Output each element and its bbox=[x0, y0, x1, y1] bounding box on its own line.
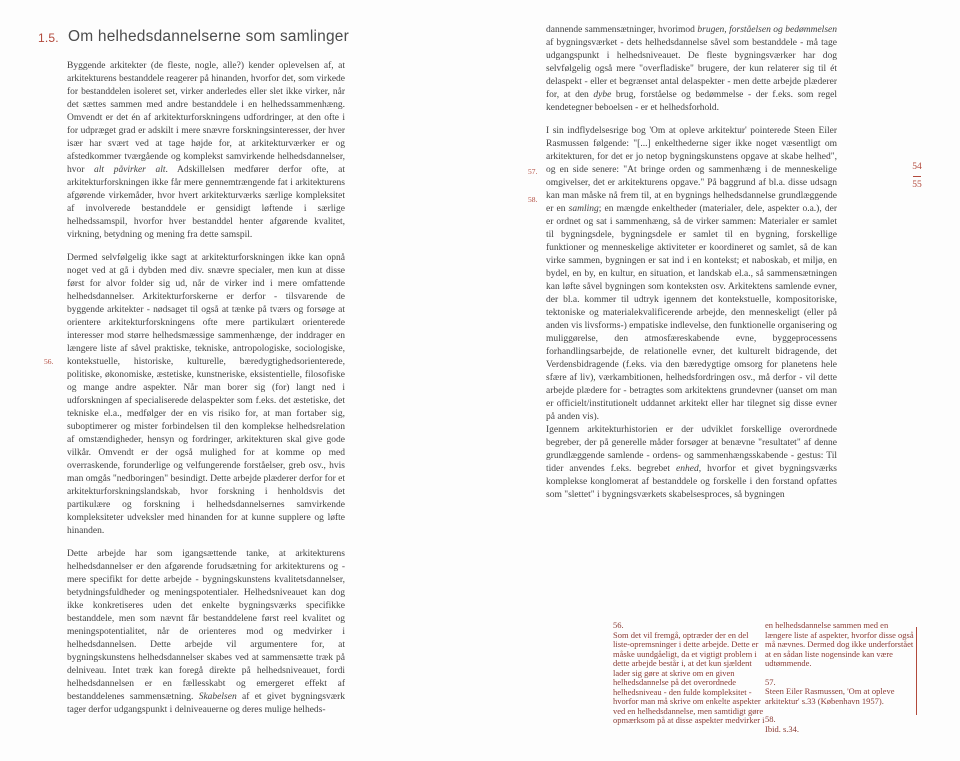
paragraph: dannende sammensætninger, hvorimod brugen, forståelsen og bedømmelsen af bygningsværket - dets helhedsdannelse såvel som bestanddele - må tage udgangspunkt i helhedsniveauet. De fleste bygningsværker har dog selvfølgelig også mere "overfladiske" brugere, der kun relaterer sig til ét delaspekt - eller et begrænset antal delaspekter - men dette arbejde plæderer for, at den dybe brug, forståelse og bedømmelse - der f.eks. som regel kendetegner beboelsen - er et helhedsforhold. bbox=[546, 25, 837, 113]
footnote-rule bbox=[916, 627, 917, 715]
footnote bbox=[765, 678, 917, 707]
footnotes-column-1 bbox=[613, 621, 765, 726]
margin-note-57: 57. bbox=[528, 167, 538, 176]
footnote-number: 56. bbox=[613, 620, 624, 630]
footnote-text: Ibid. s.34. bbox=[765, 723, 799, 734]
left-page-text-column bbox=[67, 60, 345, 717]
footnote bbox=[765, 621, 917, 669]
footnote bbox=[765, 715, 917, 734]
footnote-text: Som det vil fremgå, optræder der en del liste-opremsninger i dette arbejde. Dette er måske uundgåeligt, da et vigtigt problem i dette arbejde består i, at det kun sjældent lader sig gøre at skrive om en given helhedsdannelse på det overordnede helhedsniveau - den fulde kompleksitet - hvorfor man må skrive om enkelte aspekter ved en helhedsdannelse, men samtidigt gøre opmærksom på at disse aspekter medvirker i bbox=[613, 629, 765, 725]
right-page-text-column bbox=[546, 24, 837, 502]
margin-note-58: 58. bbox=[528, 195, 538, 204]
paragraph: Dette arbejde har som igangsættende tanke, at arkitekturens helhedsdannelser er den afgørende forudsætning for arkitekturens og - mere specifikt for dette arbejde - bygningskunstens kvalitetsdannelser, betydningsfuldheder og meningspotentialer. Helhedsniveauet kan dog ikke konkretiseres uden det enkelte bygningsværks specifikke bestanddele, men som nævnt får bestanddelene først reel kvalitet og meningspotentialitet, når de orienteres mod og medvirker i helhedsdannelsen. Dette arbejde vil argumentere for, at bygningskunstens helhedsdannelser skabes ved at sammensætte træk på delniveau. Intet træk kan foregå direkte på helhedsniveauet, fordi helhedsdannelsen er en fællesskabt og emergeret effekt af bestanddelenes sammensætning. Skabelsen af et givet bygningsværk tager derfor udgangspunkt i delniveauerne og deres mulige helheds- bbox=[67, 549, 345, 715]
margin-note-56: 56. bbox=[44, 357, 54, 366]
paragraph: I sin indflydelsesrige bog 'Om at opleve arkitektur' pointerede Steen Eiler Rasmussen følgende: "[...] enkelthederne siger ikke noget væsentligt om arkitekturen, for det er jo netop bygningskunstens opgave at skabe helhed", og en side senere: "At bringe orden og sammenhæng i de menneskelige omgivelser, det er arkitekturens opgave." På baggrund af bl.a. disse udsagn kan man måske nå frem til, at en bygnings helhedsdannelse grundlæggende er en samling; en mængde enkeltheder (materialer, dele, aspekter o.a.), der er ordnet og sat i sammenhæng, så de virker sammen: Materialer er samlet til bygningsdele, bygningsdele er samlet til en bygning, forskellige funktioner og menneskelige aktiviteter er koordineret og samlet, så de kan virke sammen, bygningen er sat ind i en kontekst; et naboskab, et miljø, en bydel, en by, en kultur, en situation, et landskab el.a., så sammensætningen kan løfte såvel bygningen som konteksten osv. Arkitektens samlende evner, der bl.a. kommer til udtryk igennem det kontekstuelle, kompositoriske, tektoniske og materialekvalificerende arbejde, den menneskeligt (eller på anden vis livsforms-) empatiske indlevelse, den funktionelle organisering og muliggørelse, den atmosfæreskabende evne, byggeprocessens forhandlingsarbejde, de relationelle evner, det kulturelt bidragende, det Verdensbidragende (f.eks. via den bæredygtige omsorg for planetens hele sfære af liv), værkambitionen, helhedsfordringen osv., må derfor - vil dette arbejde plædere for - betragtes som arkitektens grundevner (uanset om man er officielt/institutionelt uddannet arkitekt eller har tilegnet sig disse evner på anden vis). bbox=[546, 126, 837, 422]
section-number: 1.5. bbox=[38, 31, 59, 45]
paragraph: Igennem arkitekturhistorien er der udviklet forskellige overordnede begreber, der på generelle måder forsøger at benævne "resultatet" af denne grundlæggende samlende - ordens- og sammenhængsskabende - gestus: Til tider anvendes f.eks. begrebet enhed, hvorfor et givet bygningsværks komplekse konglomerat af bestanddele og forskelle i den forstand opfattes som "slettet" i bygningsværkets skabelsesproces, så bygningen bbox=[546, 425, 837, 500]
footnote-text: Steen Eiler Rasmussen, 'Om at opleve arkitektur' s.33 (København 1957). bbox=[765, 686, 895, 706]
footnote-number: 58. bbox=[765, 714, 776, 724]
page-number-upper: 54 bbox=[912, 162, 922, 172]
page-number-divider bbox=[913, 176, 921, 177]
page-numbers bbox=[905, 162, 929, 191]
paragraph: Byggende arkitekter (de fleste, nogle, alle?) kender oplevelsen af, at arkitekturens bestanddele reagerer på hinanden, hvorfor det, som virkede for bestanddelen isoleret set, virker anderledes eller slet ikke virker, når det sættes sammen med andre bestanddele i en helhedssammenhæng. Omvendt er det én af arkitekturforskningens udfordringer, at den ofte i for udpræget grad er adskilt i mere snævre forskningsinteresser, der hver især har svært ved at tage højde for, at arkitekturværker er og afstedkommer tværgående og komplekst samvirkende helhedsdannelser, hvor alt påvirker alt. Adskillelsen medfører derfor ofte, at arkitekturforskningen ikke får mere gennemtrængende fat i arkitekturens afgørende virkemåder, hvor hvert arkitekturværks særlige kompleksitet af involverede bestanddele er gensidigt løftende i særlige helhedssamspil, hvorfor hver bestanddel henter afgørende kvalitet, virkning, betydning og mening fra dette samspil. bbox=[67, 61, 345, 240]
page-number-lower: 55 bbox=[912, 180, 922, 190]
footnote bbox=[613, 621, 765, 726]
footnote-number: 57. bbox=[765, 676, 776, 687]
footnote-text: en helhedsdannelse sammen med en længere liste af aspekter, hvorfor disse også må nævnes. Dermed dog ikke underforstået at en sådan liste nogensinde kan være udtømmende. bbox=[765, 620, 914, 668]
paragraph: Dermed selvfølgelig ikke sagt at arkitekturforskningen ikke kan opnå noget ved at gå i dybden med div. snævre specialer, men kun at disse først for alvor folder sig ud, når de virker ind i mere omfattende helhedsdannelser. Arkitekturforskerne er derfor - tilsvarende de byggende arkitekter - nødsaget til også at tænke på tværs og forsøge at orientere arkitekturforskningens ofte mere partikulært orienterede interesser mod større helhedsmæssige sammenhænge, der inddrager en længere liste af såvel praktiske, tekniske, antropologiske, sociologiske, kontekstuelle, historiske, kulturelle, bæredygtighedsorienterede, politiske, økonomiske, æstetiske, kunstneriske, eksistentielle, filosofiske og mange andre aspekter. Når man borer sig (for) langt ned i udforskningen af specialiserede delaspekter som f.eks. det æstetiske, det tekniske el.a., medfølger der en vis risiko for, at man fortaber sig, suboptimerer og mister forbindelsen til den komplekse helhedsrelation af omstændigheder, hensyn og fordringer, arkitekturen skal give gode vilkår. Omvendt er der også mulighed for at komme op med overraskende, forunderlige og velfungerende forståelser, greb osv., hvis man omgås "nedboringen" besindigt. Dette arbejde plæderer derfor for et arkitekturforskningslandskab, hvor forskning i henholdsvis det partikulære og forskning i helhedsdannelsernes samvirkende kompleksiteter udveksler med hinanden for at kunne supplere og løfte hinanden. bbox=[67, 253, 345, 536]
section-title: Om helhedsdannelserne som samlinger bbox=[68, 28, 349, 45]
footnotes-column-2 bbox=[765, 621, 917, 734]
